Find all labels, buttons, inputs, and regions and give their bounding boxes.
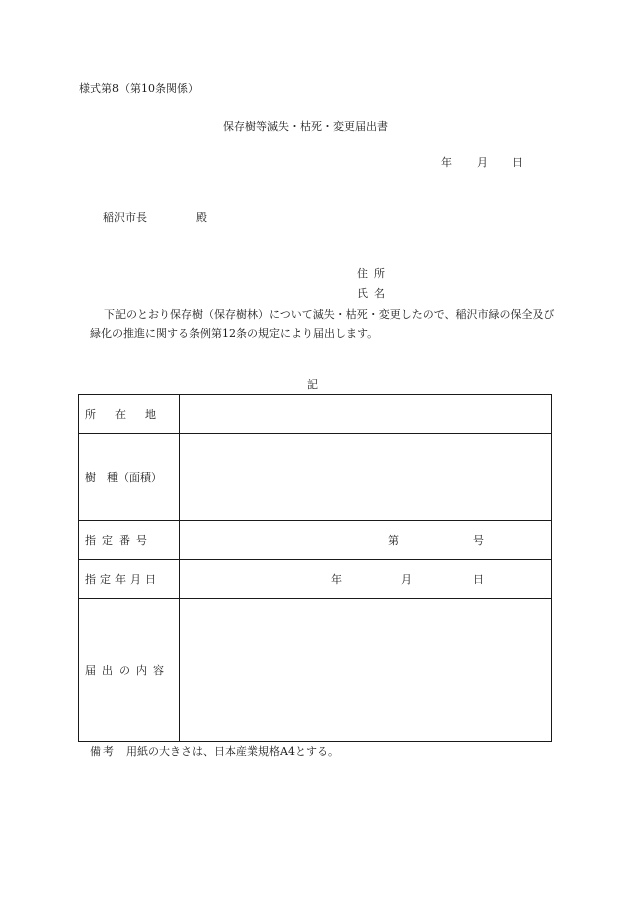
content-value-cell[interactable] [180, 599, 552, 742]
addressee-honorific: 殿 [196, 211, 207, 224]
species-label: 樹 種（面積） [85, 471, 162, 484]
table-row-designation-number [79, 521, 552, 560]
designation-date-month: 月 [401, 573, 412, 586]
date-month-label: 月 [477, 156, 488, 169]
remarks-label: 備考 [90, 745, 116, 758]
designation-date-year: 年 [331, 573, 342, 586]
designation-date-label-cell [79, 560, 180, 599]
remarks [90, 746, 339, 757]
table-row-location [79, 395, 552, 434]
notes-heading: 記 [307, 378, 318, 391]
designation-date-label: 指定年月日 [85, 573, 160, 586]
applicant-name-label: 氏名 [357, 287, 391, 300]
date-year-label: 年 [441, 156, 452, 169]
table-row-content [79, 599, 552, 742]
applicant-address-label: 住所 [357, 267, 391, 280]
body-paragraph: 下記のとおり保存樹（保存樹林）について滅失・枯死・変更したので、稲沢市緑の保全及び緑化の推進に関する条例第12条の規定により届出します。 [90, 308, 555, 340]
addressee-name: 稲沢市長 [103, 211, 147, 224]
content-label: 届出の内容 [85, 664, 170, 677]
document-title: 保存樹等滅失・枯死・変更届出書 [223, 120, 388, 133]
remarks-text: 用紙の大きさは、日本産業規格A4とする。 [126, 745, 339, 758]
location-value-cell[interactable] [180, 395, 552, 434]
table-row-species [79, 434, 552, 521]
designation-date-day: 日 [473, 573, 484, 586]
date-day-label: 日 [512, 156, 523, 169]
location-label-cell [79, 395, 180, 434]
detail-table [78, 394, 552, 742]
designation-number-label: 指定番号 [85, 534, 153, 547]
designation-number-suffix: 号 [473, 534, 484, 547]
species-label-cell [79, 434, 180, 521]
location-label: 所在地 [85, 408, 175, 421]
designation-number-value-cell[interactable] [180, 521, 552, 560]
table-row-designation-date [79, 560, 552, 599]
designation-number-prefix: 第 [388, 534, 399, 547]
content-label-cell [79, 599, 180, 742]
designation-date-value-cell[interactable] [180, 560, 552, 599]
species-value-cell[interactable] [180, 434, 552, 521]
designation-number-label-cell [79, 521, 180, 560]
form-number: 様式第8（第10条関係） [79, 82, 199, 95]
